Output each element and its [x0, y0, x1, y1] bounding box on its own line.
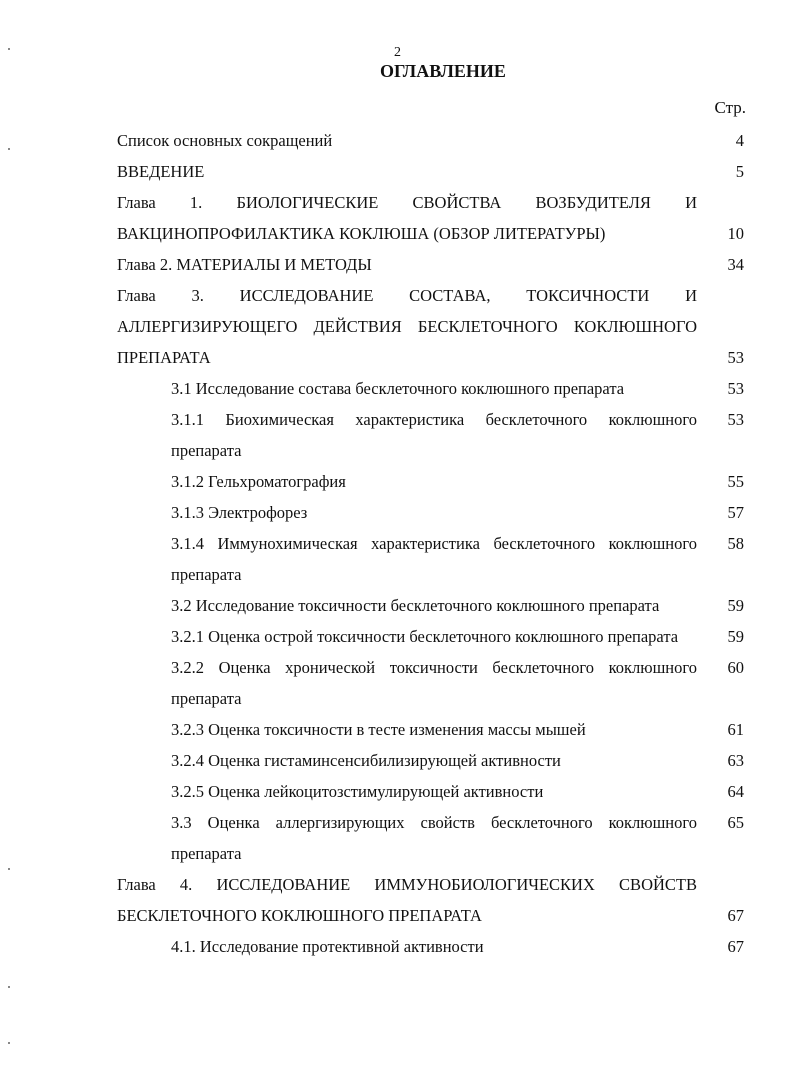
- toc-entry-3-2-4: [0, 745, 795, 776]
- toc-entry-page: 10: [727, 224, 744, 243]
- toc-entry-text: 3.1 Исследование состава бесклеточного коклюшного препарата: [171, 379, 625, 398]
- toc-entry-3-2-5: [0, 776, 795, 807]
- document-title: ОГЛАВЛЕНИЕ: [380, 61, 506, 81]
- toc-entry-page: 59: [727, 627, 744, 646]
- toc-entry-3-1-3: [0, 497, 795, 528]
- toc-entry-text: 3.2.3 Оценка токсичности в тесте изменения массы мышей: [171, 720, 586, 739]
- page-number: 2: [394, 45, 401, 60]
- toc-entry-page: 59: [727, 596, 744, 615]
- toc-entry-page: 67: [727, 906, 744, 925]
- toc-entry-introduction: [0, 156, 795, 187]
- toc-entry-text: ВВЕДЕНИЕ: [117, 162, 205, 181]
- toc-entry-page: 4: [735, 131, 744, 150]
- toc-entry-chapter-4: [0, 869, 795, 931]
- scan-artifact: [8, 148, 10, 150]
- toc-entry-page: 57: [727, 503, 744, 522]
- toc-entry-page: 67: [727, 937, 744, 956]
- toc-entry-text: 3.1.3 Электрофорез: [171, 503, 308, 522]
- page-column-header: Стр.: [714, 98, 746, 117]
- toc-entry-text: 3.3 Оценка аллергизирующих свойств бесклеточного коклюшного препарата: [171, 813, 697, 863]
- toc-entry-text: 3.2.1 Оценка острой токсичности бесклеточного коклюшного препарата: [171, 627, 679, 646]
- toc-entry-3-2-3: [0, 714, 795, 745]
- toc-entry-text: 3.2.2 Оценка хронической токсичности бесклеточного коклюшного препарата: [171, 658, 697, 708]
- toc-entry-page: 34: [727, 255, 744, 274]
- toc-entry-chapter-3: [0, 280, 795, 373]
- toc-entry-text: 4.1. Исследование протективной активности: [171, 937, 484, 956]
- toc-entry-3-1-2: [0, 466, 795, 497]
- toc-entry-text: Список основных сокращений: [117, 131, 333, 150]
- toc-entry-3-1: [0, 373, 795, 404]
- toc-entry-text: 3.1.1 Биохимическая характеристика бесклеточного коклюшного препарата: [171, 410, 697, 460]
- toc-entry-chapter-1: [0, 187, 795, 249]
- toc-entry-page: 65: [727, 813, 744, 832]
- table-of-contents: [0, 125, 795, 962]
- scan-artifact: [8, 48, 10, 50]
- toc-entry-abbreviations: [0, 125, 795, 156]
- toc-entry-page: 60: [727, 658, 744, 677]
- scan-artifact: [8, 1042, 10, 1044]
- toc-entry-page: 64: [727, 782, 744, 801]
- toc-entry-3-1-1: [0, 404, 795, 466]
- toc-entry-text: 3.2 Исследование токсичности бесклеточного коклюшного препарата: [171, 596, 660, 615]
- toc-entry-3-2-2: [0, 652, 795, 714]
- toc-entry-page: 55: [727, 472, 744, 491]
- toc-entry-3-1-4: [0, 528, 795, 590]
- scan-artifact: [8, 986, 10, 988]
- toc-entry-page: 63: [727, 751, 744, 770]
- toc-entry-text: 3.2.4 Оценка гистаминсенсибилизирующей активности: [171, 751, 561, 770]
- toc-entry-chapter-2: [0, 249, 795, 280]
- toc-entry-text: Глава 1. БИОЛОГИЧЕСКИЕ СВОЙСТВА ВОЗБУДИТЕЛЯ И ВАКЦИНОПРОФИЛАКТИКА КОКЛЮША (ОБЗОР ЛИТЕРАТУРЫ): [117, 193, 697, 243]
- toc-entry-page: 61: [727, 720, 744, 739]
- toc-entry-4-1: [0, 931, 795, 962]
- toc-entry-3-2: [0, 590, 795, 621]
- toc-entry-text: 3.1.4 Иммунохимическая характеристика бесклеточного коклюшного препарата: [171, 534, 697, 584]
- toc-entry-text: 3.2.5 Оценка лейкоцитозстимулирующей активности: [171, 782, 544, 801]
- toc-entry-text: Глава 4. ИССЛЕДОВАНИЕ ИММУНОБИОЛОГИЧЕСКИХ СВОЙСТВ БЕСКЛЕТОЧНОГО КОКЛЮШНОГО ПРЕПАРАТА: [117, 875, 697, 925]
- toc-entry-3-3: [0, 807, 795, 869]
- toc-entry-text: Глава 2. МАТЕРИАЛЫ И МЕТОДЫ: [117, 255, 372, 274]
- toc-entry-3-2-1: [0, 621, 795, 652]
- scan-artifact: [8, 868, 10, 870]
- toc-entry-page: 5: [735, 162, 744, 181]
- toc-entry-text: 3.1.2 Гельхроматография: [171, 472, 346, 491]
- toc-entry-page: 53: [727, 410, 744, 429]
- toc-entry-page: 53: [727, 348, 744, 367]
- toc-entry-page: 53: [727, 379, 744, 398]
- toc-entry-text: Глава 3. ИССЛЕДОВАНИЕ СОСТАВА, ТОКСИЧНОСТИ И АЛЛЕРГИЗИРУЮЩЕГО ДЕЙСТВИЯ БЕСКЛЕТОЧНОГО КОКЛЮШНОГО ПРЕПАРАТА: [117, 286, 697, 367]
- toc-entry-page: 58: [727, 534, 744, 553]
